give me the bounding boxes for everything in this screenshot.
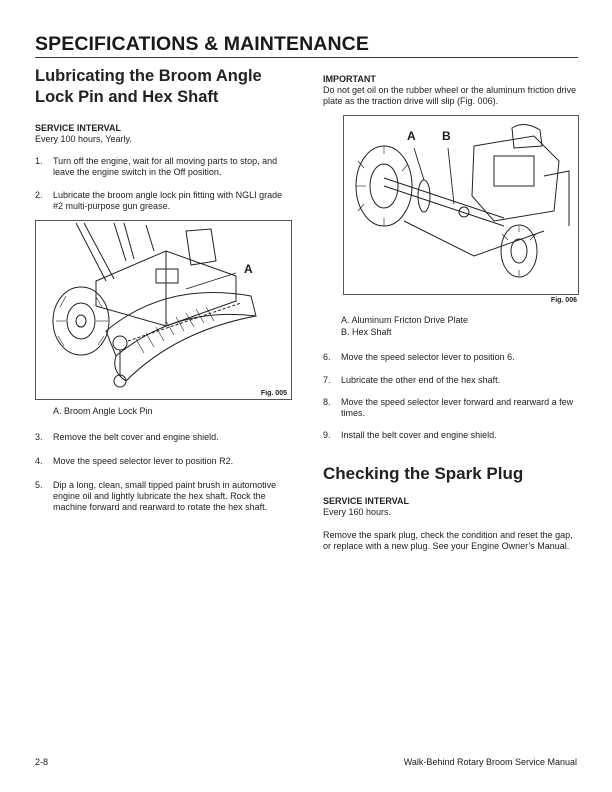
step-number: 3. [35,431,43,442]
section-heading-lubricating: Lubricating the Broom Angle Lock Pin and Hex Shaft [35,67,262,106]
important-text: Do not get oil on the rubber wheel or the aluminum friction drive plate as the traction drive will slip (Fig. 006). [323,85,577,107]
service-interval-label: SERVICE INTERVAL [323,496,410,507]
step-item [35,432,291,443]
step-item [323,430,579,441]
service-interval-value: Every 100 hours, Yearly. [35,134,132,144]
figure-caption: Fig. 005 [260,390,287,398]
step-number: 5. [35,479,43,490]
legend-item: A. Aluminum Fricton Drive Plate [341,315,469,326]
figure-friction-drive [343,115,579,295]
step-text: Lubricate the broom angle lock pin fitting with NGLI grade #2 multi-purpose gun grease. [53,189,283,211]
legend-item: B. Hex Shaft [341,326,392,337]
section-heading-spark-plug: Checking the Spark Plug [323,464,524,484]
page-header [35,33,578,56]
header-rule [35,57,578,58]
spark-plug-text: Remove the spark plug, check the condition and reset the gap, or replace with a new plug. See your Engine Owner’s Manual. [323,529,573,551]
step-item [323,352,579,363]
broom-illustration [36,221,291,399]
service-interval-value: Every 160 hours. [323,507,392,518]
step-item [35,156,291,178]
step-text: Install the belt cover and engine shield. [341,430,497,441]
step-number: 6. [323,352,331,363]
step-text: Move the speed selector lever to position 6. [341,352,515,363]
step-number: 4. [35,455,43,466]
figure-callout-a: A [407,129,416,144]
figure-broom-lock-pin [35,220,292,400]
step-text: Turn off the engine, wait for all moving parts to stop, and leave the engine switch in the Off position. [53,156,278,178]
figure-callout-a: A [244,262,253,277]
manual-title: Walk-Behind Rotary Broom Service Manual [403,757,577,767]
step-item [35,480,291,514]
left-column [35,66,291,514]
figure-legend-006 [323,315,579,338]
page-number: 2-8 [35,757,49,767]
step-item [35,190,291,212]
figure-callout-b: B [442,129,451,144]
step-number: 1. [35,156,43,167]
step-item [35,456,291,467]
drive-illustration [344,116,578,294]
service-interval-label: SERVICE INTERVAL [35,123,122,133]
steps-list-c [323,352,579,441]
step-text: Move the speed selector lever forward and rearward a few times. [341,396,574,419]
steps-list-b [35,432,291,514]
step-text: Dip a long, clean, small tipped paint brush in automotive engine oil and lightly lubricate the hex shaft. Rock the machine forward and rearward to rotate the hex shaft. [53,479,277,513]
right-column [323,74,579,552]
step-text: Move the speed selector lever to position R2. [53,455,234,466]
legend-item: A. Broom Angle Lock Pin [53,406,153,417]
steps-list-a [35,156,291,212]
step-number: 9. [323,430,331,441]
figure-caption: Fig. 006 [550,297,577,305]
step-item [323,375,579,386]
step-item [323,397,579,419]
step-number: 7. [323,374,331,385]
step-text: Remove the belt cover and engine shield. [53,431,219,442]
step-text: Lubricate the other end of the hex shaft. [341,374,501,385]
step-number: 2. [35,189,43,200]
figure-legend-005 [35,406,291,418]
page-title: SPECIFICATIONS & MAINTENANCE [35,33,369,55]
figure-caption-row [323,297,579,307]
step-number: 8. [323,396,331,407]
important-label: IMPORTANT [323,74,376,84]
